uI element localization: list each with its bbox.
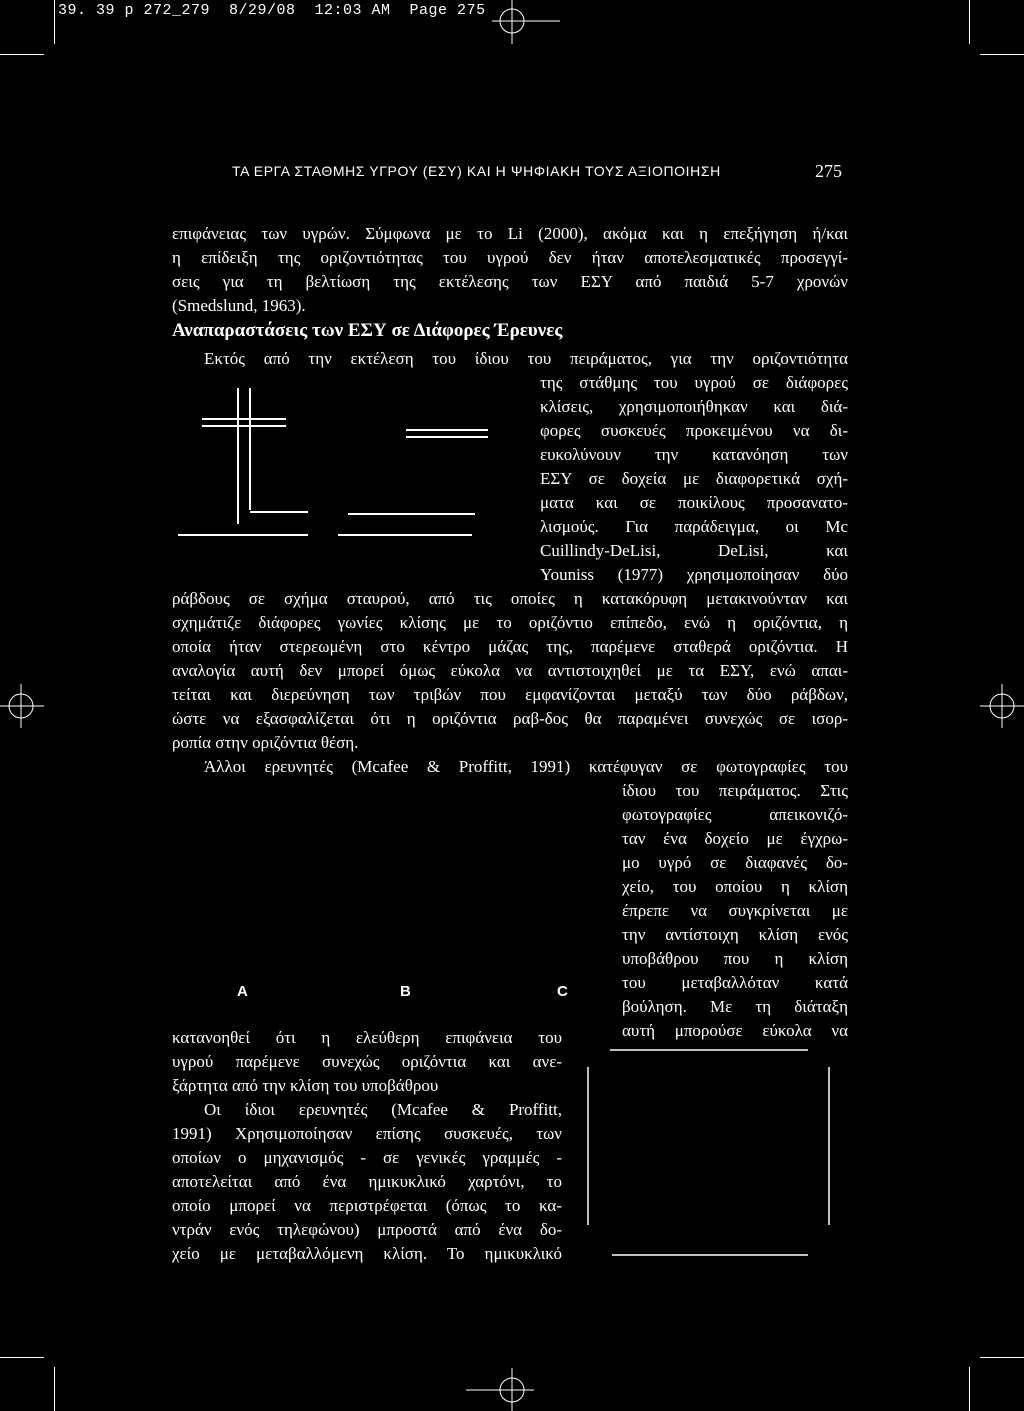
text-line: οποίων ο μηχανισμός - σε γενικές γραμμές -: [172, 1148, 562, 1167]
text-line: σεις για τη βελτίωση της εκτέλεσης των ΕΣΥ από παιδιά 5-7 χρονών: [172, 272, 848, 291]
registration-mark-left: [0, 684, 44, 728]
running-header-title: ΤΑ ΕΡΓΑ ΣΤΑΘΜΗΣ ΥΓΡΟΥ (ΕΣΥ) ΚΑΙ Η ΨΗΦΙΑΚΗ ΤΟΥΣ ΑΞΙΟΠΟΙΗΣΗ: [232, 163, 721, 179]
text-line: σχημάτιζε διάφορες γωνίες κλίσης με το οριζόντιο επίπεδο, ενώ η οριζόντια, η: [172, 613, 848, 632]
text-line: 1991) Χρησιμοποίησαν επίσης συσκευές, των: [172, 1124, 562, 1143]
text-line: ματα και σε ποικίλους προσανατο-: [540, 493, 848, 512]
figure-container: [588, 1050, 829, 1255]
registration-mark-bottom: [466, 1368, 534, 1411]
text-line: ΕΣΥ σε δοχεία με διαφορετικά σχή-: [540, 469, 848, 488]
text-line: χείο με μεταβαλλόμενη κλίση. Το ημικυκλικό: [172, 1244, 562, 1263]
text-line: υγρού παρέμενε συνεχώς οριζόντια και ανε-: [172, 1052, 562, 1071]
text-line: λισμούς. Για παράδειγμα, οι Mc: [540, 517, 848, 536]
section-heading: Αναπαραστάσεις των ΕΣΥ σε Διάφορες Έρευνες: [172, 320, 563, 341]
text-line: αποτελείται από ένα ημικυκλικό χαρτόνι, το: [172, 1172, 562, 1191]
text-line: η επίδειξη της οριζοντιότητας του υγρού δεν ήταν αποτελεσματικές προσεγγί-: [172, 248, 848, 267]
text-line: τείται και διερεύνηση των τριβών που εμφανίζονται μεταξύ των δύο ράβδων,: [172, 685, 848, 704]
registration-mark-right: [980, 684, 1024, 728]
text-line: ροπία στην οριζόντια θέση.: [172, 733, 359, 752]
text-line: υποβάθρου που η κλίση: [622, 949, 848, 968]
text-line: την αντίστοιχη κλίση ενός: [622, 925, 848, 944]
text-line: μο υγρό σε διαφανές δο-: [622, 853, 848, 872]
text-line: έπρεπε να συγκρίνεται με: [622, 901, 848, 920]
text-line: ώστε να εξασφαλίζεται ότι η οριζόντια ραβ-δος θα παραμένει συνεχώς σε ισορ-: [172, 709, 848, 728]
text-line: του μεταβαλλόταν κατά: [622, 973, 848, 992]
text-line: Άλλοι ερευνητές (Mcafee & Proffitt, 1991) κατέφυγαν σε φωτογραφίες του: [204, 757, 848, 776]
text-line: φορες συσκευές προκειμένου να δι-: [540, 421, 848, 440]
registration-mark-top: [492, 0, 560, 44]
text-line: οποία ήταν στερεωμένη στο κέντρο μάζας της, παρέμενε σταθερά οριζόντια. Η: [172, 637, 848, 656]
text-line: κατανοηθεί ότι η ελεύθερη επιφάνεια του: [172, 1028, 562, 1047]
text-line: βούληση. Με τη διάταξη: [622, 997, 848, 1016]
text-line: αναλογία αυτή δεν μπορεί όμως εύκολα να αντιστοιχηθεί με τα ΕΣΥ, ενώ απαι-: [172, 661, 848, 680]
text-line: ίδιου του πειράματος. Στις: [622, 781, 848, 800]
text-line: της στάθμης του υγρού σε διάφορες: [540, 373, 848, 392]
text-line: Youniss (1977) χρησιμοποίησαν δύο: [540, 565, 848, 584]
text-line: αυτή μπορούσε εύκολα να: [622, 1021, 848, 1040]
text-line: κλίσεις, χρησιμοποιήθηκαν και διά-: [540, 397, 848, 416]
text-line: ράβδους σε σχήμα σταυρού, από τις οποίες η κατακόρυφη μετακινούνταν και: [172, 589, 848, 608]
text-line: φωτογραφίες απεικονιζό-: [622, 805, 848, 824]
text-line: οποίο μπορεί να περιστρέφεται (όπως το κα-: [172, 1196, 562, 1215]
text-line: ξάρτητα από την κλίση του υποβάθρου: [172, 1076, 439, 1095]
text-line: επιφάνειας των υγρών. Σύμφωνα με το Li (2000), ακόμα και η επεξήγηση ή/και: [172, 224, 848, 243]
text-line: Οι ίδιοι ερευνητές (Mcafee & Proffitt,: [204, 1100, 562, 1119]
text-line: Εκτός από την εκτέλεση του ίδιου του πειράματος, για την οριζοντιότητα: [204, 349, 848, 368]
text-line: ταν ένα δοχείο με έγχρω-: [622, 829, 848, 848]
text-line: Cuillindy-DeLisi, DeLisi, και: [540, 541, 848, 560]
figure-cross-rods: [178, 388, 488, 535]
text-line: (Smedslund, 1963).: [172, 296, 306, 315]
text-line: ευκολύνουν την κατανόηση των: [540, 445, 848, 464]
figure-label-c: C: [557, 983, 568, 1000]
figure-label-a: A: [237, 983, 248, 1000]
print-slug: 39. 39 p 272_279 8/29/08 12:03 AM Page 275: [58, 2, 486, 19]
text-line: χείο, του οποίου η κλίση: [622, 877, 848, 896]
figure-label-b: B: [400, 983, 411, 1000]
text-line: ντράν ενός τηλεφώνου) μπροστά από ένα δο-: [172, 1220, 562, 1239]
page-number: 275: [815, 161, 842, 181]
